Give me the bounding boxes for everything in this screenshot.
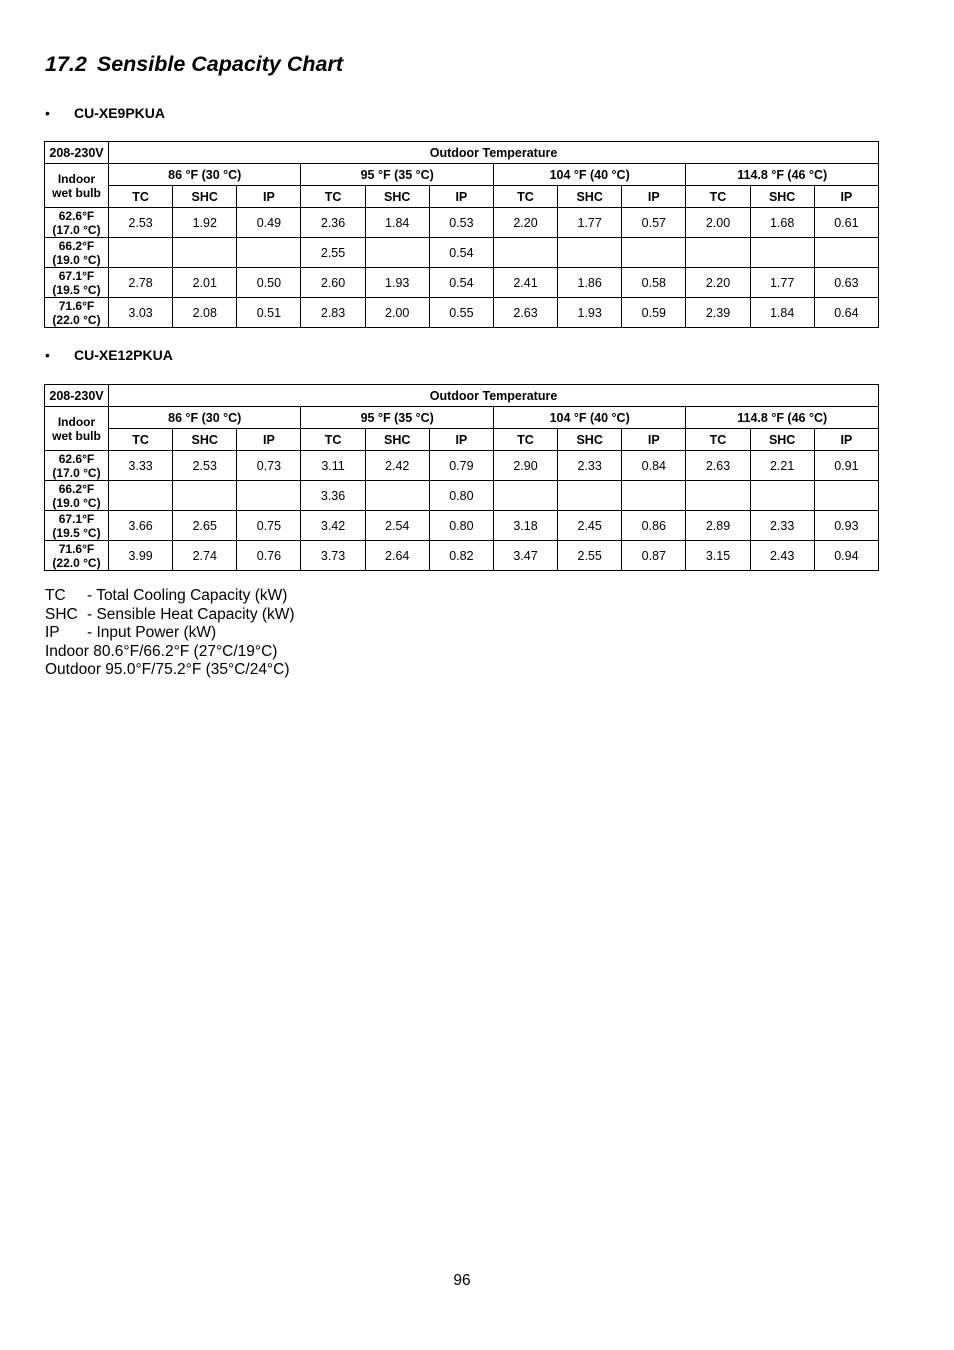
value-cell: 2.60 xyxy=(301,268,365,298)
value-cell: 2.54 xyxy=(365,511,429,541)
subcolumn-header: IP xyxy=(814,429,878,451)
subcolumn-header: TC xyxy=(686,186,750,208)
value-cell xyxy=(622,481,686,511)
value-cell xyxy=(814,481,878,511)
subcolumn-header: IP xyxy=(814,186,878,208)
header-row xyxy=(45,142,879,164)
value-cell: 2.43 xyxy=(750,541,814,571)
value-cell: 1.84 xyxy=(750,298,814,328)
value-cell xyxy=(750,481,814,511)
bullet-icon: • xyxy=(45,105,50,121)
value-cell: 0.51 xyxy=(237,298,301,328)
table-row xyxy=(45,451,879,481)
value-cell: 0.84 xyxy=(622,451,686,481)
subcolumn-header: TC xyxy=(493,186,557,208)
value-cell xyxy=(493,238,557,268)
capacity-table-2 xyxy=(44,384,879,571)
indoor-temp-f: 67.1°F xyxy=(58,268,95,283)
temp-header: 114.8 °F (46 °C) xyxy=(686,407,879,429)
value-cell: 0.93 xyxy=(814,511,878,541)
value-cell: 0.80 xyxy=(429,481,493,511)
value-cell: 2.53 xyxy=(173,451,237,481)
value-cell: 3.73 xyxy=(301,541,365,571)
subcolumn-header: TC xyxy=(109,429,173,451)
value-cell: 0.50 xyxy=(237,268,301,298)
legend xyxy=(45,587,295,680)
value-cell: 2.36 xyxy=(301,208,365,238)
table-row xyxy=(45,268,879,298)
voltage-cell: 208-230V xyxy=(45,385,109,407)
voltage-cell: 208-230V xyxy=(45,142,109,164)
value-cell: 2.42 xyxy=(365,451,429,481)
subcolumn-header: SHC xyxy=(173,429,237,451)
value-cell xyxy=(558,481,622,511)
indoor-temp-c: (17.0 °C) xyxy=(52,465,101,480)
section-title: Sensible Capacity Chart xyxy=(96,52,343,76)
indoor-temp-c: (22.0 °C) xyxy=(52,312,101,327)
subcolumn-header: IP xyxy=(622,186,686,208)
value-cell: 2.74 xyxy=(173,541,237,571)
value-cell xyxy=(686,481,750,511)
temp-header: 95 °F (35 °C) xyxy=(301,164,493,186)
value-cell: 1.77 xyxy=(750,268,814,298)
temp-header-row xyxy=(45,164,879,186)
subcolumn-header: SHC xyxy=(173,186,237,208)
temp-header: 104 °F (40 °C) xyxy=(493,407,685,429)
indoor-wet-bulb-header: Indoor wet bulb xyxy=(45,407,109,451)
header-row xyxy=(45,385,879,407)
subcolumn-header: IP xyxy=(429,186,493,208)
indoor-wet-bulb-header: Indoor wet bulb xyxy=(45,164,109,208)
indoor-temp-cell xyxy=(45,451,109,481)
legend-item-ip: IP - Input Power (kW) xyxy=(45,624,217,641)
subcolumn-header: SHC xyxy=(558,186,622,208)
value-cell: 1.93 xyxy=(558,298,622,328)
value-cell: 0.57 xyxy=(622,208,686,238)
value-cell: 1.93 xyxy=(365,268,429,298)
table-row xyxy=(45,298,879,328)
value-cell: 2.33 xyxy=(558,451,622,481)
value-cell: 2.63 xyxy=(493,298,557,328)
indoor-temp-f: 67.1°F xyxy=(58,511,95,526)
value-cell: 0.59 xyxy=(622,298,686,328)
subcolumn-header: TC xyxy=(686,429,750,451)
subcolumn-header: SHC xyxy=(365,186,429,208)
value-cell: 2.53 xyxy=(109,208,173,238)
value-cell: 2.00 xyxy=(686,208,750,238)
value-cell xyxy=(109,238,173,268)
value-cell: 3.36 xyxy=(301,481,365,511)
indoor-temp-cell xyxy=(45,208,109,238)
subcolumn-header: SHC xyxy=(750,429,814,451)
value-cell: 0.87 xyxy=(622,541,686,571)
value-cell: 0.63 xyxy=(814,268,878,298)
outdoor-temp-header: Outdoor Temperature xyxy=(109,142,879,164)
value-cell: 2.20 xyxy=(686,268,750,298)
indoor-temp-f: 71.6°F xyxy=(58,298,95,313)
subcolumn-header-row xyxy=(45,186,879,208)
indoor-temp-cell xyxy=(45,511,109,541)
value-cell: 2.83 xyxy=(301,298,365,328)
value-cell xyxy=(686,238,750,268)
temp-header: 114.8 °F (46 °C) xyxy=(686,164,879,186)
subcolumn-header-row xyxy=(45,429,879,451)
value-cell: 2.45 xyxy=(558,511,622,541)
table-row xyxy=(45,238,879,268)
indoor-temp-cell xyxy=(45,481,109,511)
value-cell: 2.33 xyxy=(750,511,814,541)
model-heading-2 xyxy=(45,347,173,363)
indoor-temp-cell xyxy=(45,298,109,328)
value-cell: 2.08 xyxy=(173,298,237,328)
value-cell: 2.21 xyxy=(750,451,814,481)
model-heading-1 xyxy=(45,105,165,121)
outdoor-temp-header: Outdoor Temperature xyxy=(109,385,879,407)
value-cell xyxy=(493,481,557,511)
subcolumn-header: TC xyxy=(109,186,173,208)
value-cell: 0.61 xyxy=(814,208,878,238)
table-row xyxy=(45,481,879,511)
temp-header: 86 °F (30 °C) xyxy=(109,164,301,186)
value-cell: 2.64 xyxy=(365,541,429,571)
outdoor-condition: Outdoor 95.0°F/75.2°F (35°C/24°C) xyxy=(45,661,290,678)
subcolumn-header: TC xyxy=(301,429,365,451)
value-cell xyxy=(173,238,237,268)
value-cell: 2.90 xyxy=(493,451,557,481)
subcolumn-header: TC xyxy=(493,429,557,451)
indoor-temp-f: 66.2°F xyxy=(58,481,95,496)
section-number: 17.2 xyxy=(45,52,87,76)
value-cell: 1.77 xyxy=(558,208,622,238)
model-name: CU-XE12PKUA xyxy=(74,347,173,363)
value-cell: 3.15 xyxy=(686,541,750,571)
value-cell xyxy=(109,481,173,511)
model-name: CU-XE9PKUA xyxy=(74,105,166,121)
value-cell: 2.55 xyxy=(558,541,622,571)
value-cell: 3.33 xyxy=(109,451,173,481)
table-row xyxy=(45,541,879,571)
value-cell: 3.42 xyxy=(301,511,365,541)
value-cell: 2.78 xyxy=(109,268,173,298)
value-cell: 1.92 xyxy=(173,208,237,238)
value-cell: 3.18 xyxy=(493,511,557,541)
value-cell: 1.68 xyxy=(750,208,814,238)
value-cell xyxy=(365,238,429,268)
table-row xyxy=(45,208,879,238)
value-cell: 3.11 xyxy=(301,451,365,481)
value-cell: 2.39 xyxy=(686,298,750,328)
value-cell: 0.75 xyxy=(237,511,301,541)
value-cell: 2.01 xyxy=(173,268,237,298)
indoor-temp-cell xyxy=(45,268,109,298)
indoor-temp-f: 62.6°F xyxy=(58,451,95,466)
legend-item-tc: TC - Total Cooling Capacity (kW) xyxy=(45,587,288,604)
indoor-condition: Indoor 80.6°F/66.2°F (27°C/19°C) xyxy=(45,642,278,660)
value-cell xyxy=(814,238,878,268)
value-cell xyxy=(365,481,429,511)
legend-item-shc: SHC - Sensible Heat Capacity (kW) xyxy=(45,605,295,623)
value-cell: 0.64 xyxy=(814,298,878,328)
value-cell xyxy=(622,238,686,268)
value-cell: 0.94 xyxy=(814,541,878,571)
value-cell: 2.41 xyxy=(493,268,557,298)
value-cell: 2.55 xyxy=(301,238,365,268)
subcolumn-header: IP xyxy=(237,186,301,208)
value-cell: 0.86 xyxy=(622,511,686,541)
value-cell xyxy=(750,238,814,268)
indoor-temp-c: (19.0 °C) xyxy=(52,252,101,267)
value-cell: 0.79 xyxy=(429,451,493,481)
indoor-temp-f: 66.2°F xyxy=(58,238,95,253)
value-cell xyxy=(237,238,301,268)
temp-header-row xyxy=(45,407,879,429)
value-cell: 1.86 xyxy=(558,268,622,298)
value-cell: 2.20 xyxy=(493,208,557,238)
indoor-temp-f: 62.6°F xyxy=(58,208,95,223)
value-cell: 0.53 xyxy=(429,208,493,238)
value-cell: 3.47 xyxy=(493,541,557,571)
value-cell: 0.80 xyxy=(429,511,493,541)
value-cell: 1.84 xyxy=(365,208,429,238)
value-cell xyxy=(558,238,622,268)
value-cell: 2.00 xyxy=(365,298,429,328)
indoor-temp-c: (19.0 °C) xyxy=(52,495,101,510)
value-cell: 2.63 xyxy=(686,451,750,481)
indoor-temp-f: 71.6°F xyxy=(58,541,95,556)
value-cell xyxy=(173,481,237,511)
subcolumn-header: IP xyxy=(237,429,301,451)
subcolumn-header: SHC xyxy=(558,429,622,451)
value-cell: 0.91 xyxy=(814,451,878,481)
value-cell: 2.65 xyxy=(173,511,237,541)
page-title xyxy=(45,52,343,77)
subcolumn-header: SHC xyxy=(365,429,429,451)
value-cell: 0.49 xyxy=(237,208,301,238)
value-cell: 0.76 xyxy=(237,541,301,571)
value-cell: 3.03 xyxy=(109,298,173,328)
page-number: 96 xyxy=(453,1272,471,1289)
subcolumn-header: IP xyxy=(622,429,686,451)
indoor-temp-c: (19.5 °C) xyxy=(52,282,101,297)
value-cell: 0.82 xyxy=(429,541,493,571)
capacity-table-1 xyxy=(44,141,879,328)
indoor-temp-cell xyxy=(45,238,109,268)
value-cell: 3.99 xyxy=(109,541,173,571)
temp-header: 95 °F (35 °C) xyxy=(301,407,493,429)
value-cell: 0.55 xyxy=(429,298,493,328)
bullet-icon: • xyxy=(45,347,50,363)
subcolumn-header: SHC xyxy=(750,186,814,208)
value-cell: 2.89 xyxy=(686,511,750,541)
temp-header: 86 °F (30 °C) xyxy=(109,407,301,429)
value-cell: 0.73 xyxy=(237,451,301,481)
indoor-temp-c: (19.5 °C) xyxy=(52,525,101,540)
indoor-temp-c: (22.0 °C) xyxy=(52,555,101,570)
value-cell: 3.66 xyxy=(109,511,173,541)
value-cell: 0.54 xyxy=(429,268,493,298)
value-cell: 0.54 xyxy=(429,238,493,268)
value-cell: 0.58 xyxy=(622,268,686,298)
subcolumn-header: IP xyxy=(429,429,493,451)
value-cell xyxy=(237,481,301,511)
indoor-temp-c: (17.0 °C) xyxy=(52,222,101,237)
table-row xyxy=(45,511,879,541)
subcolumn-header: TC xyxy=(301,186,365,208)
indoor-temp-cell xyxy=(45,541,109,571)
temp-header: 104 °F (40 °C) xyxy=(493,164,685,186)
